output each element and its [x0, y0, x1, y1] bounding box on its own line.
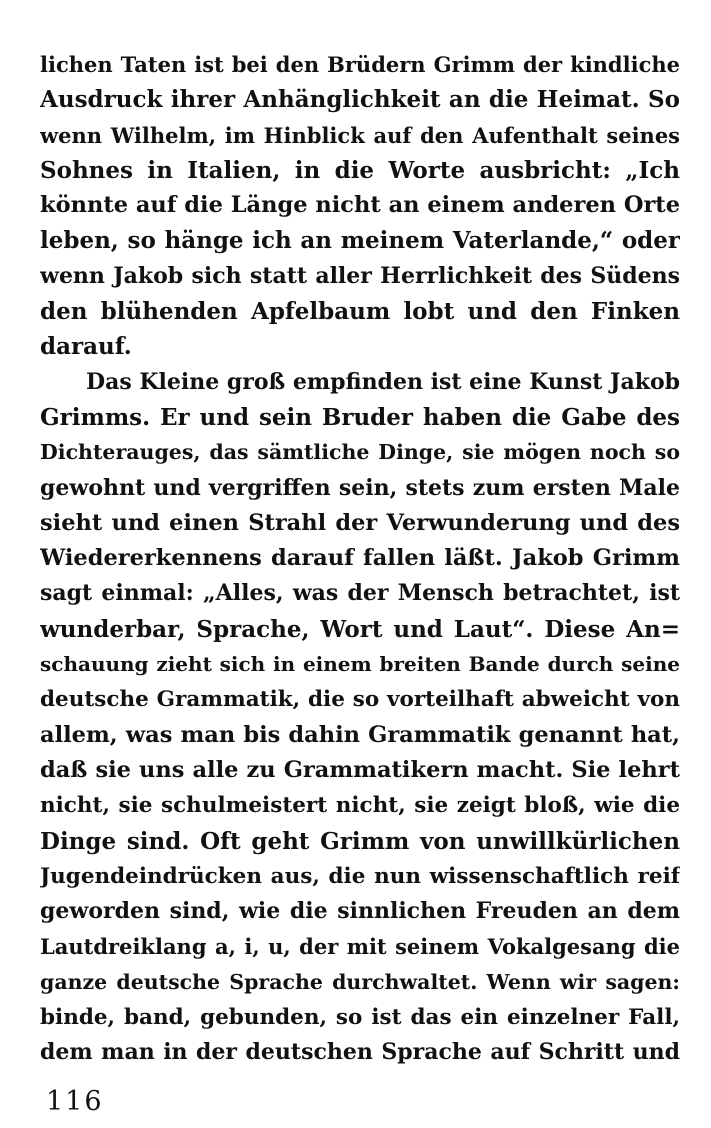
- text-line: sieht und einen Strahl der Verwunderung und des: [40, 509, 680, 536]
- text-line: nicht, sie schulmeistert nicht, sie zeigt bloß, wie die: [40, 793, 680, 819]
- text-line: sagt einmal: „Alles, was der Mensch betrachtet, ist: [40, 580, 680, 607]
- text-line: gewohnt und vergriffen sein, stets zum ersten Male: [40, 474, 680, 501]
- text-line: Dichterauges, das sämtliche Dinge, sie mögen noch so: [40, 440, 680, 465]
- text-line: Das Kleine groß empfinden ist eine Kunst Jakob: [86, 368, 680, 395]
- text-line: Jugendeindrücken aus, die nun wissenschaftlich reif: [40, 863, 680, 889]
- page-number: 116: [46, 1086, 104, 1117]
- text-line: Dinge sind. Oft geht Grimm von unwillkürlichen: [40, 827, 680, 855]
- text-line: allem, was man bis dahin Grammatik genannt hat,: [40, 721, 680, 748]
- text-line: geworden sind, wie die sinnlichen Freuden an dem: [40, 898, 680, 925]
- text-line: könnte auf die Länge nicht an einem anderen Orte: [40, 192, 680, 219]
- text-line: Wiedererkennens darauf fallen läßt. Jakob Grimm: [40, 545, 680, 572]
- text-line: dem man in der deutschen Sprache auf Schritt und: [40, 1039, 680, 1066]
- text-line: wenn Wilhelm, im Hinblick auf den Aufenthalt seines: [40, 122, 680, 148]
- text-line: daß sie uns alle zu Grammatikern macht. Sie lehrt: [40, 756, 680, 783]
- text-line: wunderbar, Sprache, Wort und Laut“. Diese An=: [40, 615, 680, 643]
- text-line: Sohnes in Italien, in die Worte ausbricht: „Ich: [40, 156, 680, 184]
- text-line: binde, band, gebunden, so ist das ein einzelner Fall,: [40, 1005, 680, 1031]
- body-text: [40, 47, 680, 1071]
- text-line: Ausdruck ihrer Anhänglichkeit an die Heimat. So: [40, 86, 680, 114]
- text-line: Lautdreiklang a, i, u, der mit seinem Vokalgesang die: [40, 934, 680, 960]
- text-line: deutsche Grammatik, die so vorteilhaft abweicht von: [40, 687, 680, 713]
- text-line: den blühenden Apfelbaum lobt und den Finken: [40, 298, 680, 326]
- text-line: leben, so hänge ich an meinem Vaterlande,“ oder: [40, 227, 680, 255]
- text-line: schauung zieht sich in einem breiten Bande durch seine: [40, 652, 680, 677]
- text-line: lichen Taten ist bei den Brüdern Grimm der kindliche: [40, 52, 680, 77]
- text-line: darauf.: [40, 333, 132, 361]
- text-line: ganze deutsche Sprache durchwaltet. Wenn wir sagen:: [40, 969, 680, 994]
- text-line: wenn Jakob sich statt aller Herrlichkeit des Südens: [40, 262, 680, 289]
- text-line: Grimms. Er und sein Bruder haben die Gabe des: [40, 403, 680, 431]
